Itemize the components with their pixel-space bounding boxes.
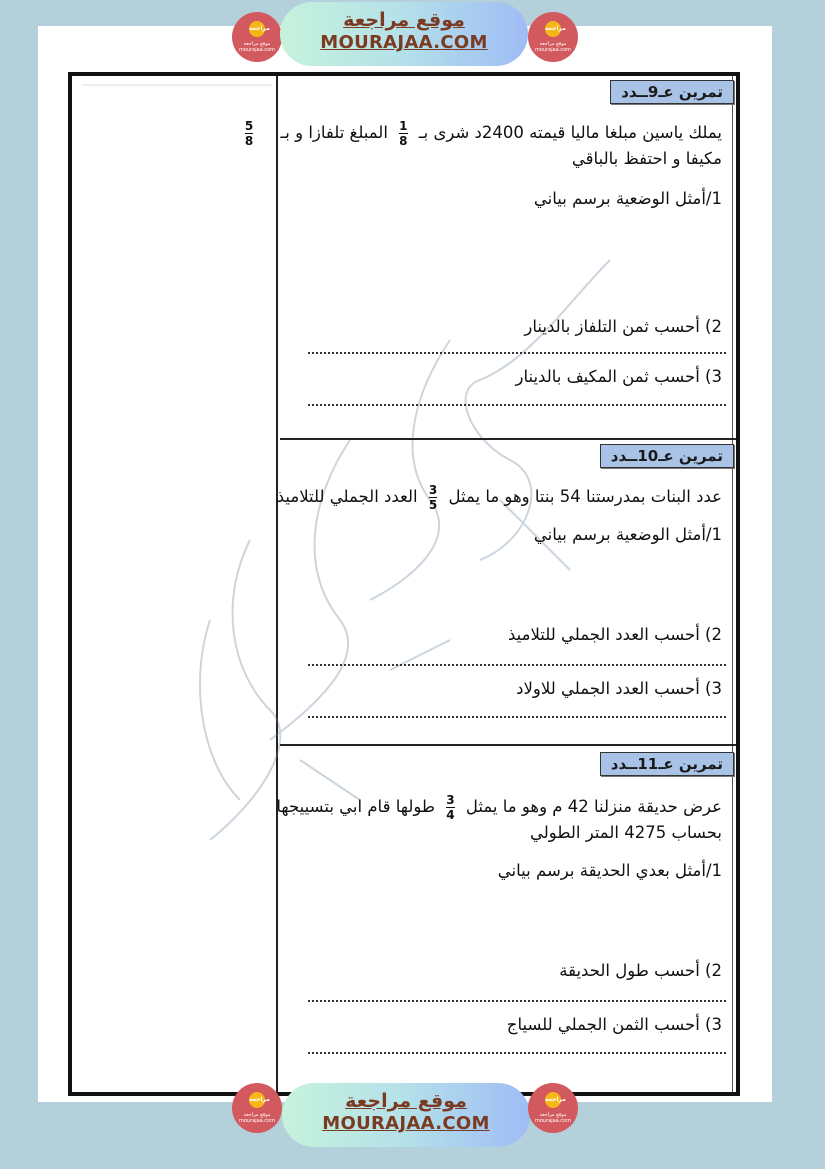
fraction-five-eighths: $\frac{5}{8}$ [244,119,254,148]
exercise-10 [276,440,732,744]
logo-caption: موقع مراجعة mourajaa.com [534,41,571,53]
exercise-9-statement-line2: مكيفا و احتفظ بالباقي [571,149,722,168]
answer-line[interactable] [308,404,726,406]
exercise-11-statement-line1: عرض حديقة منزلنا 42 م وهو ما يمثل $\frac{3}{4}$ طولها قام ابي بتسييجها [276,793,722,822]
mourajaa-logo-left[interactable] [232,1083,282,1133]
exercise-11-statement-line2: بحساب 4275 المتر الطولي [530,823,722,842]
exercise-10-statement-line1: عدد البنات بمدرستنا 54 بنتا وهو ما يمثل $\frac{3}{5}$ العدد الجملي للتلاميذ [276,483,722,512]
logo-badge-icon: مراجعة [249,21,265,37]
exercise-9-question-1: 1/أمثل الوضعية برسم بياني [533,189,722,208]
answer-line[interactable] [308,716,726,718]
answer-line[interactable] [308,1000,726,1002]
exercise-9-statement-line1: يملك ياسين مبلغا ماليا قيمته 2400د شرى بـ $\frac{1}{8}$ المبلغ تلفازا و بـ $\frac{5}{8}$ [244,119,722,148]
banner-arabic-text: موقع مراجعة [345,1090,467,1112]
frame-inner-right-border [732,76,733,1092]
logo-badge-icon: مراجعة [545,1092,561,1108]
fraction-three-quarters: $\frac{3}{4}$ [446,793,455,822]
exercise-11-question-3: 3) أحسب الثمن الجملي للسياج [506,1015,722,1034]
exercise-9 [244,76,732,438]
answer-line[interactable] [308,664,726,666]
exercise-10-title: تمرين عـ10ــدد [600,444,734,468]
logo-badge-icon: مراجعة [249,1092,265,1108]
fraction-three-fifths: $\frac{3}{5}$ [428,483,438,512]
exercise-9-question-3: 3) أحسب ثمن المكيف بالدينار [515,367,722,386]
exercise-9-question-2: 2) أحسب ثمن التلفاز بالدينار [524,317,722,336]
logo-caption: موقع مراجعة mourajaa.com [238,41,275,53]
banner-arabic-text: موقع مراجعة [343,9,465,31]
mourajaa-logo-right[interactable] [528,12,578,62]
logo-badge-icon: مراجعة [545,21,561,37]
banner-site-name: MOURAJAA.COM [322,1113,490,1134]
logo-caption: موقع مراجعة mourajaa.com [238,1112,275,1124]
site-banner-bottom[interactable] [282,1083,530,1147]
banner-site-name: MOURAJAA.COM [320,32,488,53]
exercise-9-title: تمرين عـ9ــدد [610,80,734,104]
site-banner-top[interactable] [280,2,528,66]
exercise-11 [276,746,732,1092]
exercise-10-question-1: 1/أمثل الوضعية برسم بياني [533,525,722,544]
fraction-one-eighth: $\frac{1}{8}$ [399,119,408,148]
exercise-10-question-2: 2) أحسب العدد الجملي للتلاميذ [507,625,722,644]
logo-caption: موقع مراجعة mourajaa.com [534,1112,571,1124]
exercise-11-question-1: 1/أمثل بعدي الحديقة برسم بياني [497,861,722,880]
exercise-11-title: تمرين عـ11ــدد [600,752,734,776]
exercise-10-question-3: 3) أحسب العدد الجملي للاولاد [516,679,722,698]
answer-column [72,76,278,1092]
answer-line[interactable] [308,1052,726,1054]
mourajaa-logo-left[interactable] [232,12,282,62]
exercise-11-question-2: 2) أحسب طول الحديقة [559,961,722,980]
answer-line[interactable] [308,352,726,354]
frame-right-border [736,72,740,1096]
mourajaa-logo-right[interactable] [528,1083,578,1133]
